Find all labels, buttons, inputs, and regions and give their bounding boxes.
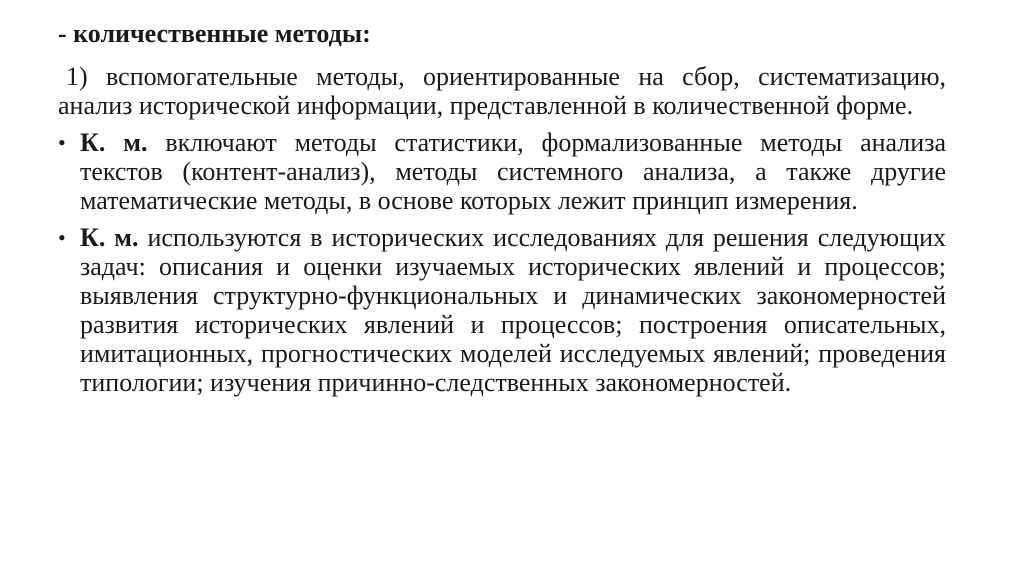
bullet-item-1 (58, 128, 946, 215)
bullet-lead: К. м. (80, 128, 148, 157)
section-heading: - количественные методы: (58, 19, 371, 48)
numbered-paragraph (58, 62, 946, 120)
bullet-lead: К. м. (80, 223, 139, 252)
bullet-icon: • (58, 130, 66, 155)
numbered-paragraph-text: 1) вспомогательные методы, ориентированные на сбор, систематизацию, анализ исторической информации, представленной в количественной форме. (58, 62, 946, 120)
bullet-icon: • (58, 225, 66, 250)
bullet-item-2 (58, 223, 946, 397)
bullet-text: включают методы статистики, формализованные методы анализа текстов (контент-анализ), методы системного анализа, а также другие математические методы, в основе которых лежит принцип измерения. (80, 128, 947, 215)
bullet-text: используются в исторических исследованиях для решения следующих задач: описания и оценки изучаемых исторических явлений и процессов; выявления структурно-функциональных и динамических закономерностей развития исторических явлений и процессов; построения описательных, имитационных, прогностических моделей исследуемых явлений; проведения типологии; изучения причинно-следственных закономерностей. (80, 223, 947, 397)
